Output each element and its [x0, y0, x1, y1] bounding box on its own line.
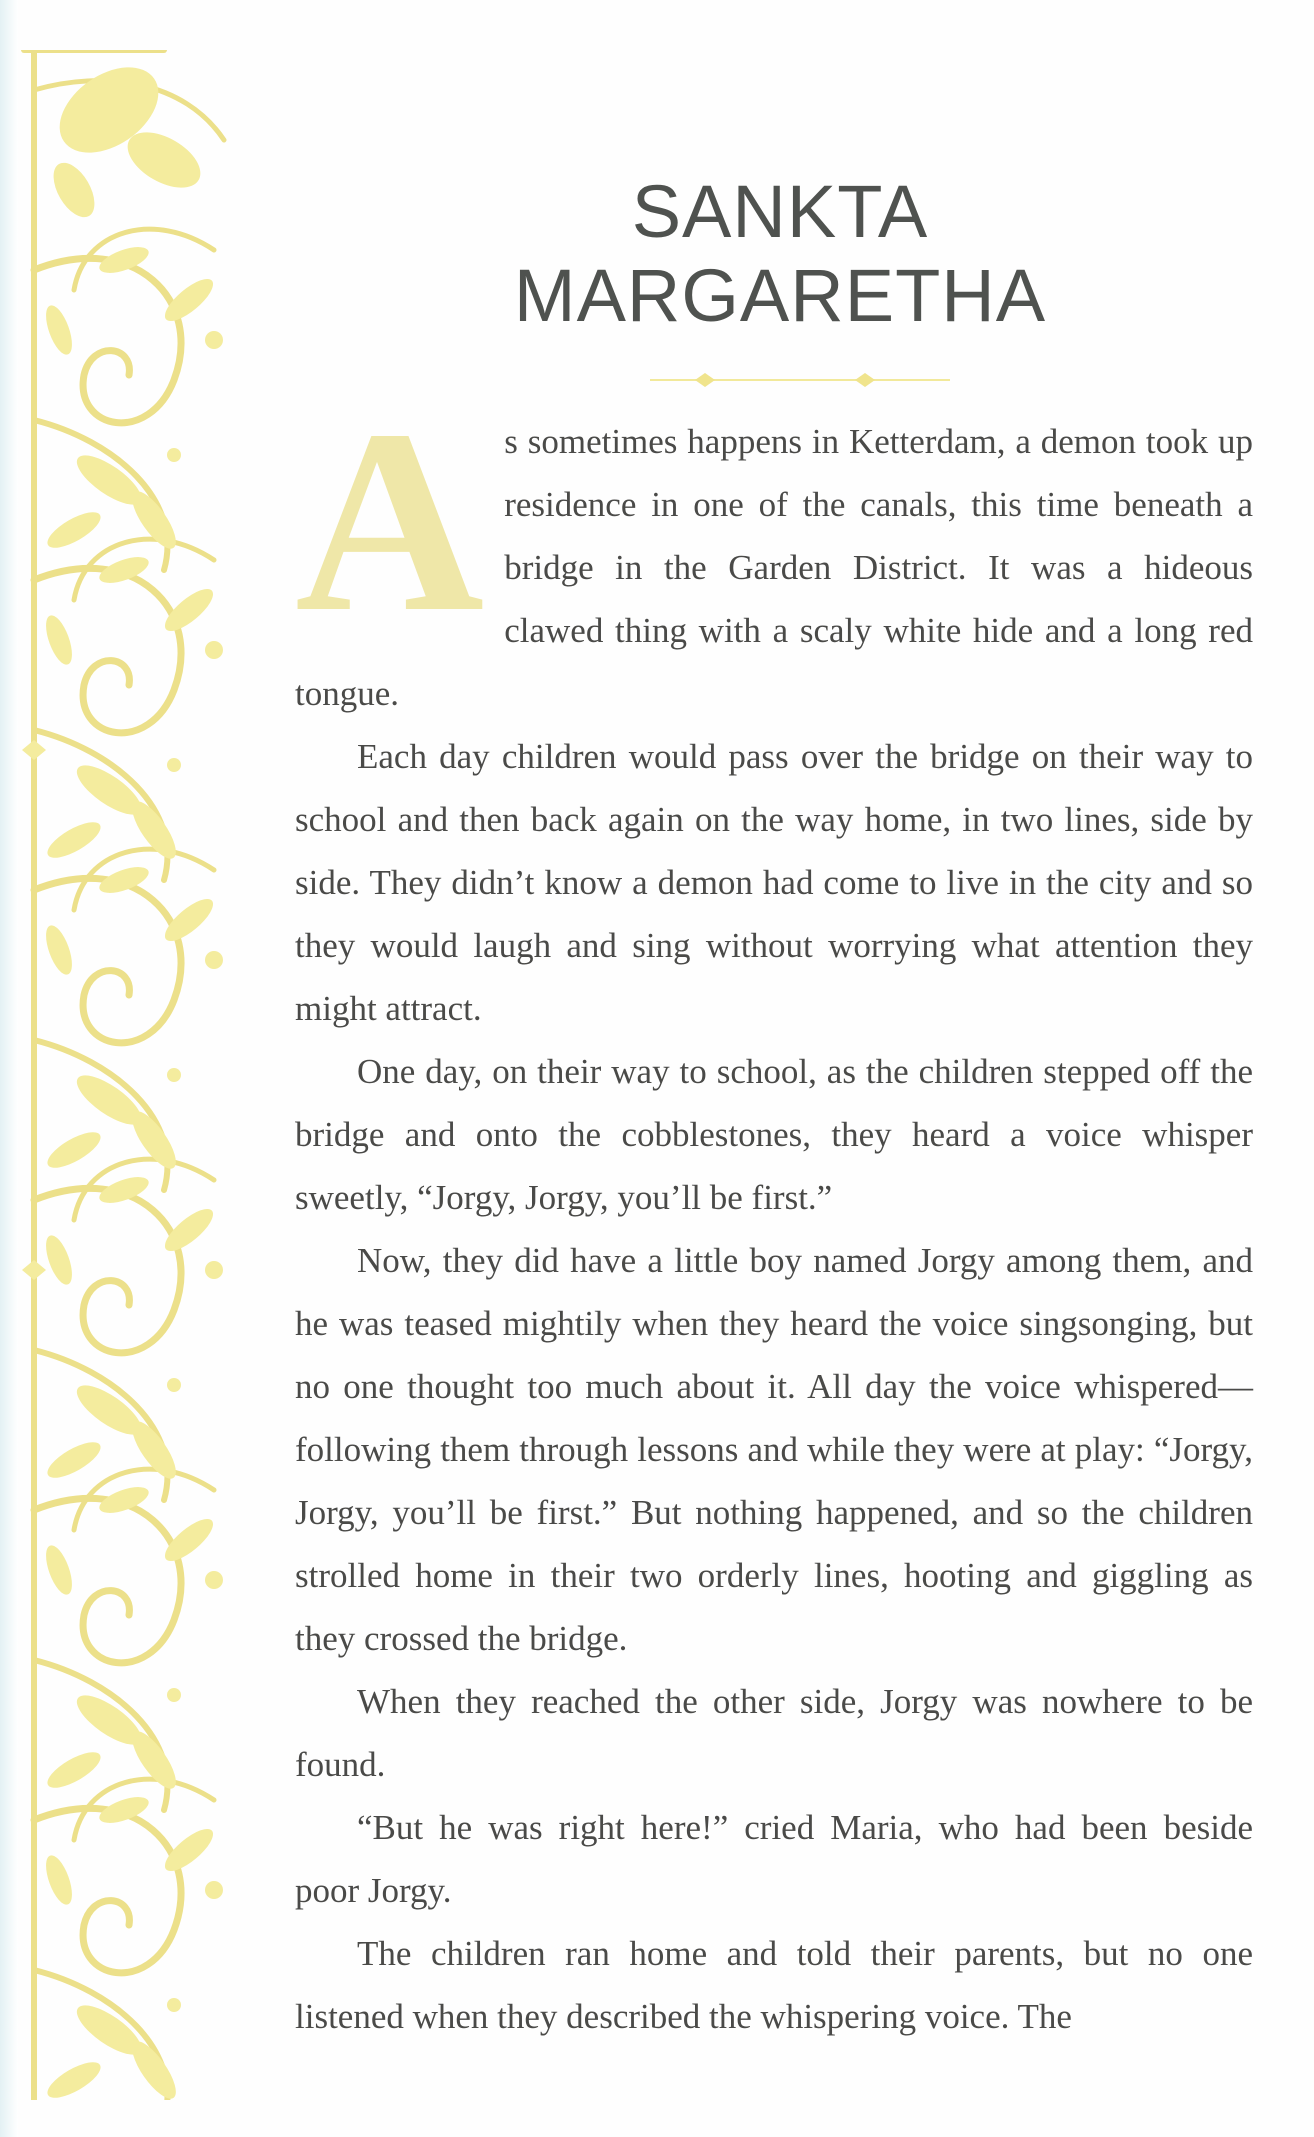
chapter-title [440, 170, 1120, 338]
paragraph-1-text: s sometimes happens in Ketterdam, a demon took up residence in one of the canals, this time beneath a bridge in the Garden District. It was a hideous clawed thing with a scaly white hide and a long red tongue. [295, 422, 1253, 713]
paragraph-3: One day, on their way to school, as the children stepped off the bridge and onto the cobblestones, they heard a voice whisper sweetly, “Jorgy, Jorgy, you’ll be first.” [295, 1052, 1253, 1217]
paragraph-5: When they reached the other side, Jorgy was nowhere to be found. [295, 1682, 1253, 1784]
title-divider-ornament [640, 370, 960, 390]
paragraph-7: The children ran home and told their parents, but no one listened when they described the whispering voice. The [295, 1934, 1253, 2036]
chapter-title-line2: MARGARETHA [513, 254, 1047, 337]
drop-cap-letter: A [295, 376, 485, 666]
paragraph-1 [295, 376, 1253, 725]
paragraph-4: Now, they did have a little boy named Jorgy among them, and he was teased mightily when they heard the voice singsonging, but no one thought too much about it. All day the voice whispered—following them through lessons and while they were at play: “Jorgy, Jorgy, you’ll be first.” But nothing happened, and so the children strolled home in their two orderly lines, hooting and giggling as they crossed the bridge. [295, 1241, 1253, 1658]
story-text [295, 376, 1253, 2048]
paragraph-2: Each day children would pass over the bridge on their way to school and then back again on the way home, in two lines, side by side. They didn’t know a demon had come to live in the city and so they would laugh and sing without worrying what attention they might attract. [295, 737, 1253, 1028]
floral-border-ornament [14, 50, 314, 2100]
chapter-title-line1: SANKTA [631, 170, 929, 253]
paragraph-6: “But he was right here!” cried Maria, who had been beside poor Jorgy. [295, 1808, 1253, 1910]
